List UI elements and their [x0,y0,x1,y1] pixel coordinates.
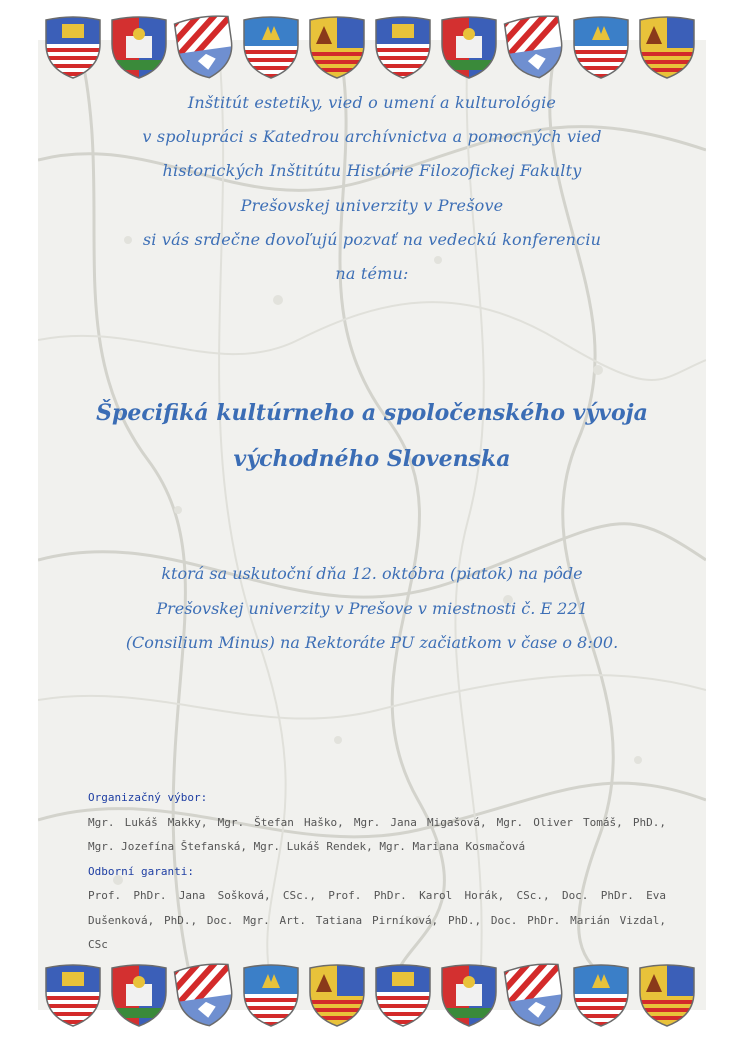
conference-title [40,390,704,482]
guarantors-heading: Odborní garanti: [88,864,194,878]
intro-line: Prešovskej univerzity v Prešove [240,195,504,215]
guarantors-line: Dušenková, PhD., Doc. Mgr. Art. Tatiana Pirníková, PhD., Doc. PhDr. Marián Vizdal, [88,913,666,927]
intro-line: v spolupráci s Katedrou archívnictva a pomocných vied [142,127,602,147]
invitation-intro [60,86,684,291]
details-line: Prešovskej univerzity v Prešove v miestnosti č. E 221 [156,598,588,618]
organizing-committee-line: Mgr. Lukáš Makky, Mgr. Štefan Haško, Mgr. Jana Migašová, Mgr. Oliver Tomáš, PhD., [88,815,666,829]
conference-details [50,557,694,661]
intro-line: Inštitút estetiky, vied o umení a kulturológie [187,93,557,112]
title-line: východného Slovenska [233,446,511,472]
details-line: (Consilium Minus) na Rektoráte PU začiatkom v čase o 8:00. [125,633,619,652]
organizing-committee-line: Mgr. Jozefína Štefanská, Mgr. Lukáš Rendek, Mgr. Mariana Kosmačová [88,840,526,853]
organizing-committee-heading: Organizačný výbor: [88,791,208,804]
guarantors-line: Prof. PhDr. Jana Sošková, CSc., Prof. PhDr. Karol Horák, CSc., Doc. PhDr. Eva [88,889,666,902]
title-line: Špecifiká kultúrneho a spoločenského vývoja [96,400,648,426]
committee-section [88,786,666,958]
intro-line: na tému: [335,264,409,284]
details-line: ktorá sa uskutoční dňa 12. októbra (piatok) na pôde [161,564,583,583]
intro-line: historických Inštitútu Histórie Filozofickej Fakulty [162,161,582,181]
guarantors-line: CSc [88,938,108,951]
intro-line: si vás srdečne dovoľujú pozvať na vedeckú konferenciu [142,229,602,249]
